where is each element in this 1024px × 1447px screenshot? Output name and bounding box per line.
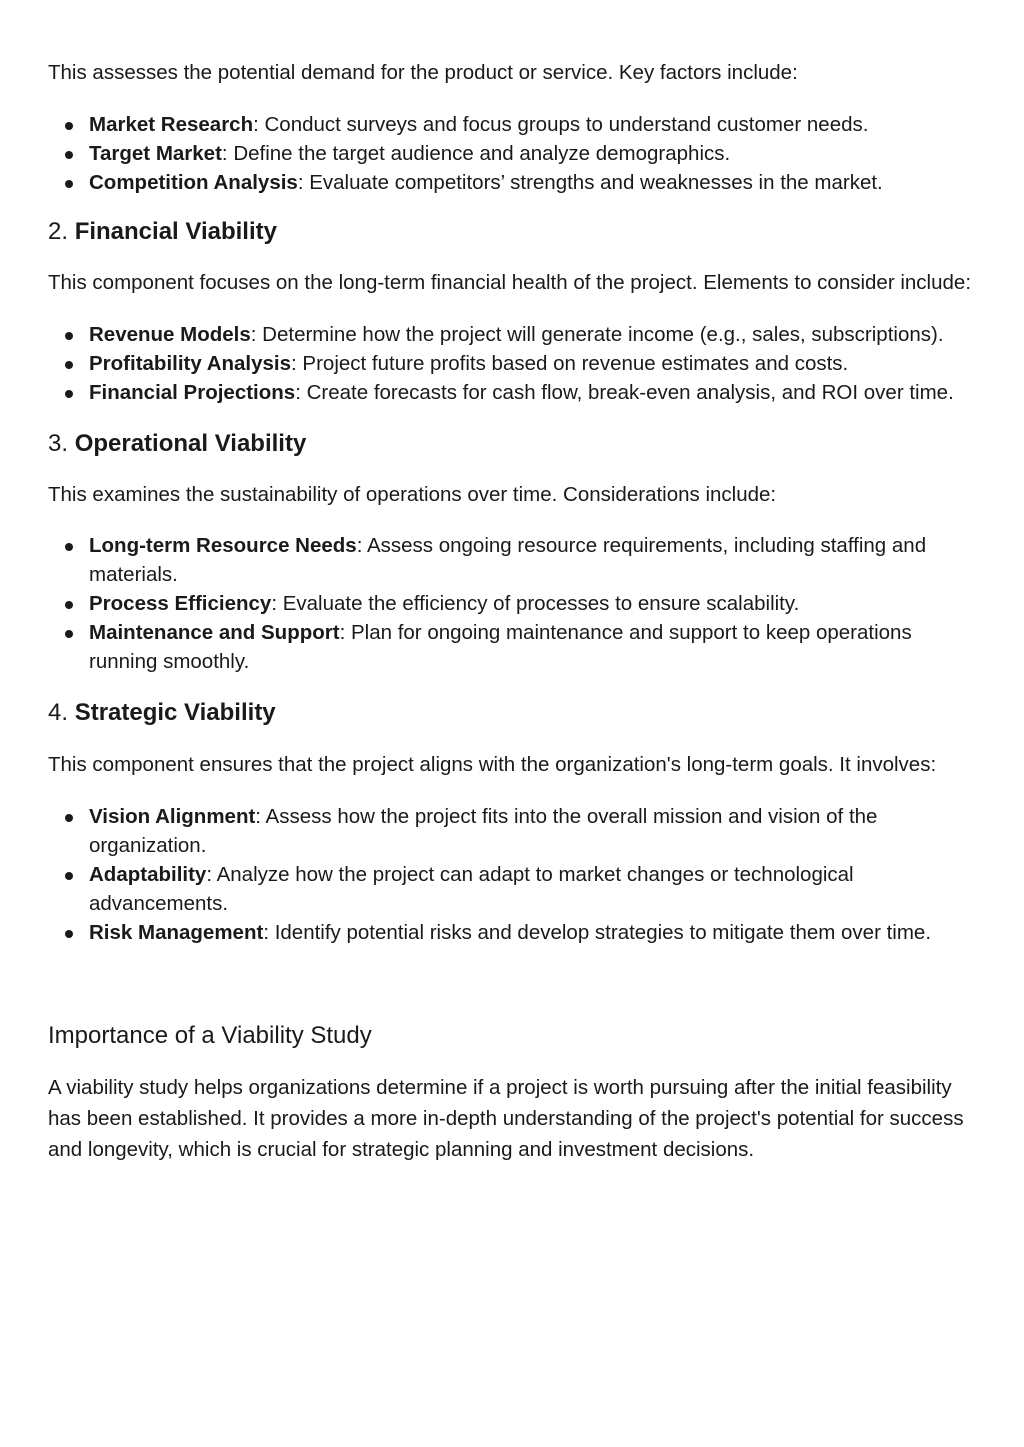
section-heading (48, 697, 984, 729)
item-term: Market Research (89, 113, 254, 136)
list-item (48, 589, 984, 618)
section-heading (48, 428, 984, 460)
section-list (48, 320, 984, 407)
item-desc: : Plan for ongoing maintenance and support to keep operations running smoothly. (89, 621, 912, 673)
importance-heading: Importance of a Viability Study (48, 1022, 372, 1049)
section-title: Strategic Viability (74, 699, 276, 726)
list-item (48, 168, 984, 197)
item-desc: : Determine how the project will generate income (e.g., sales, subscriptions). (250, 323, 944, 346)
item-desc: : Evaluate competitors’ strengths and weaknesses in the market. (297, 171, 883, 194)
section-title: Financial Viability (74, 218, 277, 245)
list-item (48, 618, 984, 676)
list-item (48, 802, 984, 860)
item-term: Target Market (89, 142, 222, 165)
section-title: Operational Viability (74, 430, 307, 457)
item-term: Long-term Resource Needs (89, 534, 357, 557)
item-desc: : Assess ongoing resource requirements, including staffing and materials. (89, 534, 927, 586)
item-term: Maintenance and Support (89, 621, 340, 644)
item-desc: : Project future profits based on revenue estimates and costs. (291, 352, 849, 375)
item-term: Revenue Models (89, 323, 251, 346)
item-term: Vision Alignment (89, 805, 256, 828)
list-item (48, 860, 984, 918)
section-paragraph: This component ensures that the project aligns with the organization's long-term goals. It involves: (48, 753, 937, 776)
intro-paragraph: This assesses the potential demand for the product or service. Key factors include: (48, 61, 798, 84)
list-item (48, 531, 984, 589)
item-term: Risk Management (89, 921, 264, 944)
item-desc: : Define the target audience and analyze demographics. (221, 142, 731, 165)
item-term: Process Efficiency (89, 592, 272, 615)
item-term: Profitability Analysis (89, 352, 292, 375)
list-item (48, 378, 984, 407)
list-item (48, 918, 984, 947)
section-number: 3. (48, 430, 69, 457)
item-desc: : Assess how the project fits into the overall mission and vision of the organization. (89, 805, 878, 857)
item-desc: : Create forecasts for cash flow, break-even analysis, and ROI over time. (295, 381, 954, 404)
item-desc: : Analyze how the project can adapt to market changes or technological advancements. (89, 863, 854, 915)
item-term: Financial Projections (89, 381, 296, 404)
section-heading (48, 216, 984, 248)
list-item (48, 320, 984, 349)
intro-list (48, 110, 984, 197)
section-paragraph: This examines the sustainability of operations over time. Considerations include: (48, 483, 777, 506)
item-desc: : Conduct surveys and focus groups to understand customer needs. (253, 113, 869, 136)
section-list (48, 531, 984, 676)
section-number: 4. (48, 699, 69, 726)
item-term: Adaptability (89, 863, 207, 886)
list-item (48, 110, 984, 139)
item-desc: : Identify potential risks and develop strategies to mitigate them over time. (263, 921, 932, 944)
item-desc: : Evaluate the efficiency of processes to ensure scalability. (271, 592, 800, 615)
list-item (48, 349, 984, 378)
item-term: Competition Analysis (89, 171, 298, 194)
section-paragraph: This component focuses on the long-term financial health of the project. Elements to consider include: (48, 271, 972, 294)
importance-paragraph: A viability study helps organizations determine if a project is worth pursuing after the initial feasibility has been established. It provides a more in-depth understanding of the project's potential for success and longevity, which is crucial for strategic planning and investment decisions. (48, 1076, 964, 1161)
list-item (48, 139, 984, 168)
section-number: 2. (48, 218, 69, 245)
section-list (48, 802, 984, 947)
